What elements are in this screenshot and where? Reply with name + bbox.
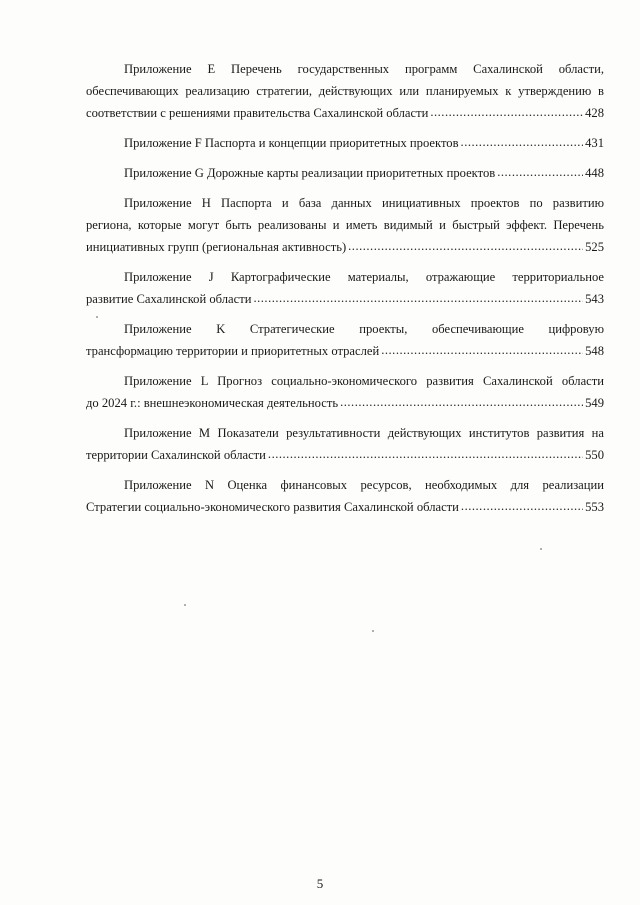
dot-leader [340,391,583,413]
page-number: 5 [316,876,324,891]
toc-entry[interactable] [86,266,604,310]
toc-entry[interactable] [86,192,604,258]
table-of-contents [86,58,604,526]
scan-speck [372,630,374,632]
toc-page-number: 548 [585,344,604,358]
toc-page-number: 428 [585,106,604,120]
toc-entry-title: инициативных групп (региональная активность) [86,240,347,254]
toc-entry-last-line [86,340,604,362]
toc-entry-last-line [86,288,604,310]
toc-entry-last-line [86,236,604,258]
dot-leader [461,131,584,153]
toc-entry[interactable] [86,370,604,414]
toc-page-number: 553 [585,500,604,514]
toc-entry[interactable] [86,162,604,184]
toc-entry-title: Приложение G Дорожные карты реализации приоритетных проектов [124,166,496,180]
toc-entry-text: Приложение L Прогноз социально-экономического развития Сахалинской области [124,374,604,388]
toc-entry[interactable] [86,318,604,362]
scan-speck [96,316,98,318]
toc-entry-last-line [86,444,604,466]
dot-leader [268,443,583,465]
toc-entry-text: региона, которые могут быть реализованы и иметь видимый и быстрый эффект. Перечень [86,218,604,232]
dot-leader [381,339,583,361]
toc-entry-last-line [86,162,604,184]
scan-speck [184,604,186,606]
toc-entry-last-line [86,102,604,124]
toc-page-number: 448 [585,166,604,180]
toc-entry-text: Приложение N Оценка финансовых ресурсов, необходимых для реализации [124,478,604,492]
toc-entry-title: до 2024 г.: внешнеэкономическая деятельность [86,396,339,410]
dot-leader [497,161,583,183]
toc-entry-text: Приложение E Перечень государственных программ Сахалинской области, [124,62,604,76]
toc-entry-last-line [86,392,604,414]
dot-leader [430,101,583,123]
toc-page-number: 525 [585,240,604,254]
toc-entry-text: Приложение K Стратегические проекты, обеспечивающие цифровую [124,322,604,336]
toc-entry-title: трансформацию территории и приоритетных отраслей [86,344,380,358]
toc-entry[interactable] [86,422,604,466]
scan-speck [540,548,542,550]
toc-entry-title: развитие Сахалинской области [86,292,252,306]
toc-page-number: 549 [585,396,604,410]
toc-page-number: 550 [585,448,604,462]
toc-entry-text: Приложение J Картографические материалы, отражающие территориальное [124,270,604,284]
dot-leader [348,235,583,257]
toc-entry-last-line [86,496,604,518]
toc-entry[interactable] [86,474,604,518]
toc-entry-title: соответствии с решениями правительства Сахалинской области [86,106,429,120]
toc-entry-title: Приложение F Паспорта и концепции приоритетных проектов [124,136,459,150]
toc-entry-text: обеспечивающих реализацию стратегии, действующих или планируемых к утверждению в [86,84,604,98]
toc-entry[interactable] [86,58,604,124]
toc-page-number: 543 [585,292,604,306]
toc-entry-text: Приложение M Показатели результативности действующих институтов развития на [124,426,604,440]
toc-entry-title: территории Сахалинской области [86,448,266,462]
toc-entry-title: Стратегии социально-экономического развития Сахалинской области [86,500,459,514]
toc-entry-last-line [86,132,604,154]
dot-leader [253,287,583,309]
toc-entry-text: Приложение H Паспорта и база данных инициативных проектов по развитию [124,196,604,210]
dot-leader [461,495,583,517]
toc-entry[interactable] [86,132,604,154]
toc-page-number: 431 [585,136,604,150]
